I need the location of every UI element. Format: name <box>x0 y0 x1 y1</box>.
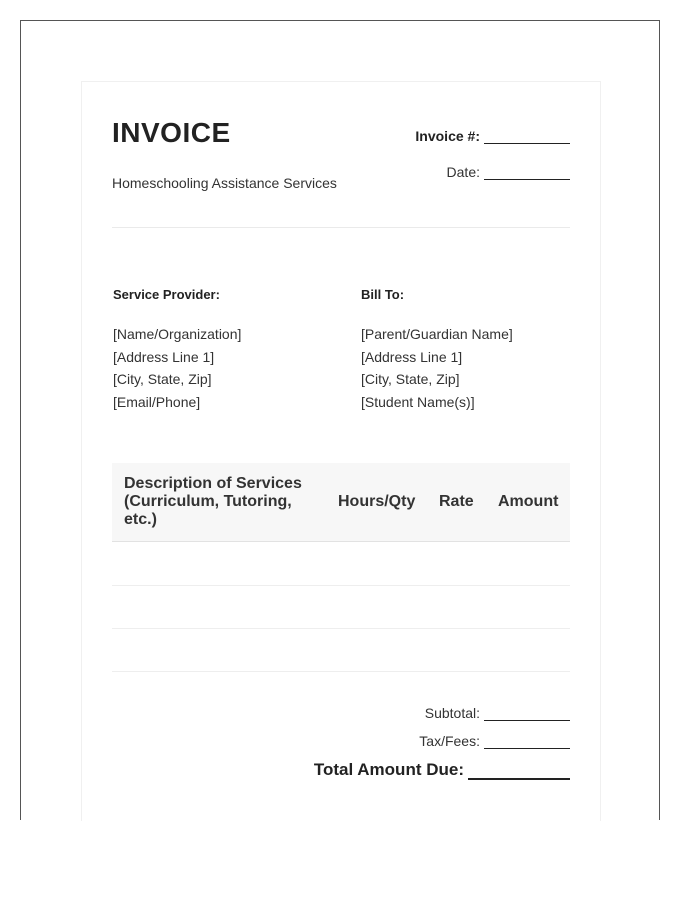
bill-to-address-line: [Address Line 1] <box>361 348 463 365</box>
service-provider-block <box>113 287 333 413</box>
tax-label: Tax/Fees: <box>419 733 480 749</box>
invoice-number-row <box>415 128 570 144</box>
tax-blank[interactable] <box>484 734 570 749</box>
invoice-number-label: Invoice #: <box>415 128 480 144</box>
column-header-description: Description of Services (Curriculum, Tutoring, etc.) <box>124 475 302 528</box>
service-provider-heading: Service Provider: <box>113 287 220 302</box>
total-due-blank[interactable] <box>468 761 570 780</box>
column-header-rate: Rate <box>439 493 474 510</box>
table-row[interactable] <box>112 586 570 629</box>
column-header-amount: Amount <box>498 493 559 510</box>
provider-name-line: [Name/Organization] <box>113 326 242 342</box>
table-row[interactable] <box>112 629 570 672</box>
date-blank[interactable] <box>484 165 570 180</box>
column-header-hours: Hours/Qty <box>338 493 416 510</box>
provider-city-line: [City, State, Zip] <box>113 371 212 387</box>
bill-to-city-line: [City, State, Zip] <box>361 371 460 387</box>
bill-to-block <box>361 287 581 413</box>
services-table-header <box>112 463 570 542</box>
bill-to-heading: Bill To: <box>361 287 405 302</box>
invoice-subtitle: Homeschooling Assistance Services <box>112 175 337 191</box>
date-row <box>447 164 570 180</box>
invoice-number-blank[interactable] <box>484 129 570 144</box>
table-row[interactable] <box>112 543 570 586</box>
provider-address-line: [Address Line 1] <box>113 348 215 365</box>
total-due-label: Total Amount Due: <box>313 760 464 779</box>
bill-to-student-line: [Student Name(s)] <box>361 393 475 410</box>
tax-row <box>419 733 570 749</box>
total-due-row <box>314 760 570 780</box>
date-label: Date: <box>446 164 480 180</box>
provider-contact-line: [Email/Phone] <box>113 393 201 410</box>
subtotal-label: Subtotal: <box>424 705 480 721</box>
bill-to-name-line: [Parent/Guardian Name] <box>361 326 513 342</box>
subtotal-blank[interactable] <box>484 706 570 721</box>
header-divider <box>112 227 570 228</box>
invoice-title: INVOICE <box>112 117 231 148</box>
subtotal-row <box>425 705 570 721</box>
